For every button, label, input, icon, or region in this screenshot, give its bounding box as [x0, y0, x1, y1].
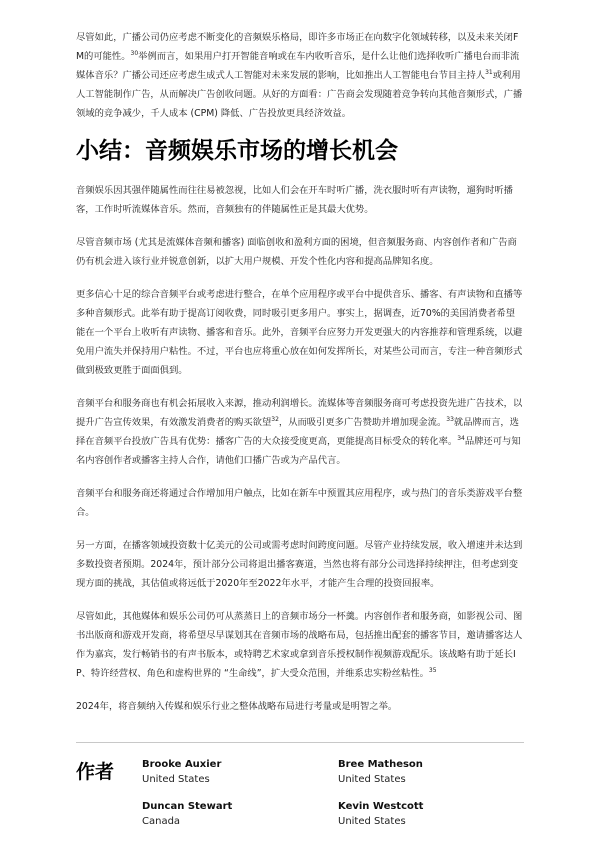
author-location: United States: [338, 816, 406, 827]
author-card: [338, 757, 423, 787]
author-name: Duncan Stewart: [142, 801, 233, 812]
author-name: Bree Matheson: [338, 759, 423, 770]
paragraph-integration: 更多信心十足的综合音频平台或考虑进行整合，在单个应用程序或平台中提供音乐、播客、有声读物和直播等多种音频形式。此举有助于提高订阅收费，同时吸引更多用户。事实上，据调查，近70%的美国消费者希望能在一个平台上收听有声读物、播客和音乐。此外，音频平台应努力开发更强大的内容推荐和管理系统，以避免用户流失并保持用户粘性。不过，平台也应将重心放在如何发挥所长，对某些公司而言，专注一种音频形式做到极致更胜于面面俱到。: [76, 289, 523, 376]
author-location: United States: [142, 774, 210, 785]
author-name: Brooke Auxier: [142, 759, 222, 770]
paragraph-media-companies: 尽管如此，其他媒体和娱乐公司仍可从蒸蒸日上的音频市场分一杯羹。内容创作者和服务商，如影视公司、图书出版商和游戏开发商，将希望尽早谋划其在音频市场的战略布局，包括推出配套的播客节目，邀请播客达人作为嘉宾，发行畅销书的有声书版本，或特聘艺术家或拿到音乐授权制作视频游戏配乐。该战略有助于延长IP、特许经营权、角色和虚构世界的 “生命线”，扩大受众范围，并维系忠实粉丝粘性。$^{35}$: [76, 611, 523, 679]
section-title: 小结：音频娱乐市场的增长机会: [76, 138, 398, 164]
author-card: [142, 757, 221, 787]
paragraph-ads: 音频平台和服务商也有机会拓展收入来源，推动利润增长。流媒体等音频服务商可考虑投资先进广告技术，以提升广告宣传效果，有效激发消费者的购买欲望$^{32}$，从而吸引更多广告赞助并增加现金流。$^{33}$就品牌而言，选择在音频平台投放广告具有优势：播客广告的大众接受度更高，更能提高目标受众的转化率。$^{34}$品牌还可与知名内容创作者或播客主持人合作，请他们口播广告或为产品代言。: [76, 398, 523, 466]
author-location: United States: [338, 774, 406, 785]
paragraph-broadcast: 尽管如此，广播公司仍应考虑不断变化的音频娱乐格局，即许多市场正在向数字化领域转移，以及未来关闭FM的可能性。$^{30}$举例而言，如果用户打开智能音响或在车内收听音乐，是什么让他们选择收听广播电台而非流媒体音乐？广播公司还应考虑生成式人工智能对未来发展的影响，比如推出人工智能电台节目主持人$^{31}$或利用人工智能制作广告，从而解决广告创收问题。从好的方面看：广告商会发现随着竞争转向其他音频形式，广播领域的竞争减少，千人成本 (CPM) 降低、广告投放更具经济效益。: [76, 32, 523, 119]
author-card: [142, 799, 232, 829]
author-name: Kevin Westcott: [338, 801, 424, 812]
paragraph-partnership: 音频平台和服务商还将通过合作增加用户触点，比如在新车中预置其应用程序，或与热门的音乐类游戏平台整合。: [76, 488, 523, 518]
paragraph-market: 尽管音频市场 (尤其是流媒体音频和播客) 面临创收和盈利方面的困境，但音频服务商、内容创作者和广告商仍有机会进入该行业并锐意创新，以扩大用户规模、开发个性化内容和提高品牌知名度。: [76, 237, 517, 267]
authors-heading: 作者: [76, 761, 115, 783]
paragraph-podcast-investment: 另一方面，在播客领域投资数十亿美元的公司或需考虑时间跨度问题。尽管产业持续发展，收入增速并未达到多数投资者预期。2024年，预计部分公司将退出播客赛道，当然也将有部分公司选择持续押注，但考虑到变现方面的挑战，其估值或将远低于2020年至2022年水平，才能产生合理的投资回报率。: [76, 540, 523, 589]
author-location: Canada: [142, 816, 181, 827]
authors-section: [76, 757, 524, 847]
paragraph-companion: 音频娱乐因其强伴随属性而往往易被忽视，比如人们会在开车时听广播，洗衣服时听有声读物，遛狗时听播客，工作时听流媒体音乐。然而，音频独有的伴随属性正是其最大优势。: [76, 185, 513, 215]
paragraph-conclusion: 2024年，将音频纳入传媒和娱乐行业之整体战略布局进行考量或是明智之举。: [76, 701, 398, 712]
author-card: [338, 799, 423, 829]
divider: [76, 742, 524, 743]
